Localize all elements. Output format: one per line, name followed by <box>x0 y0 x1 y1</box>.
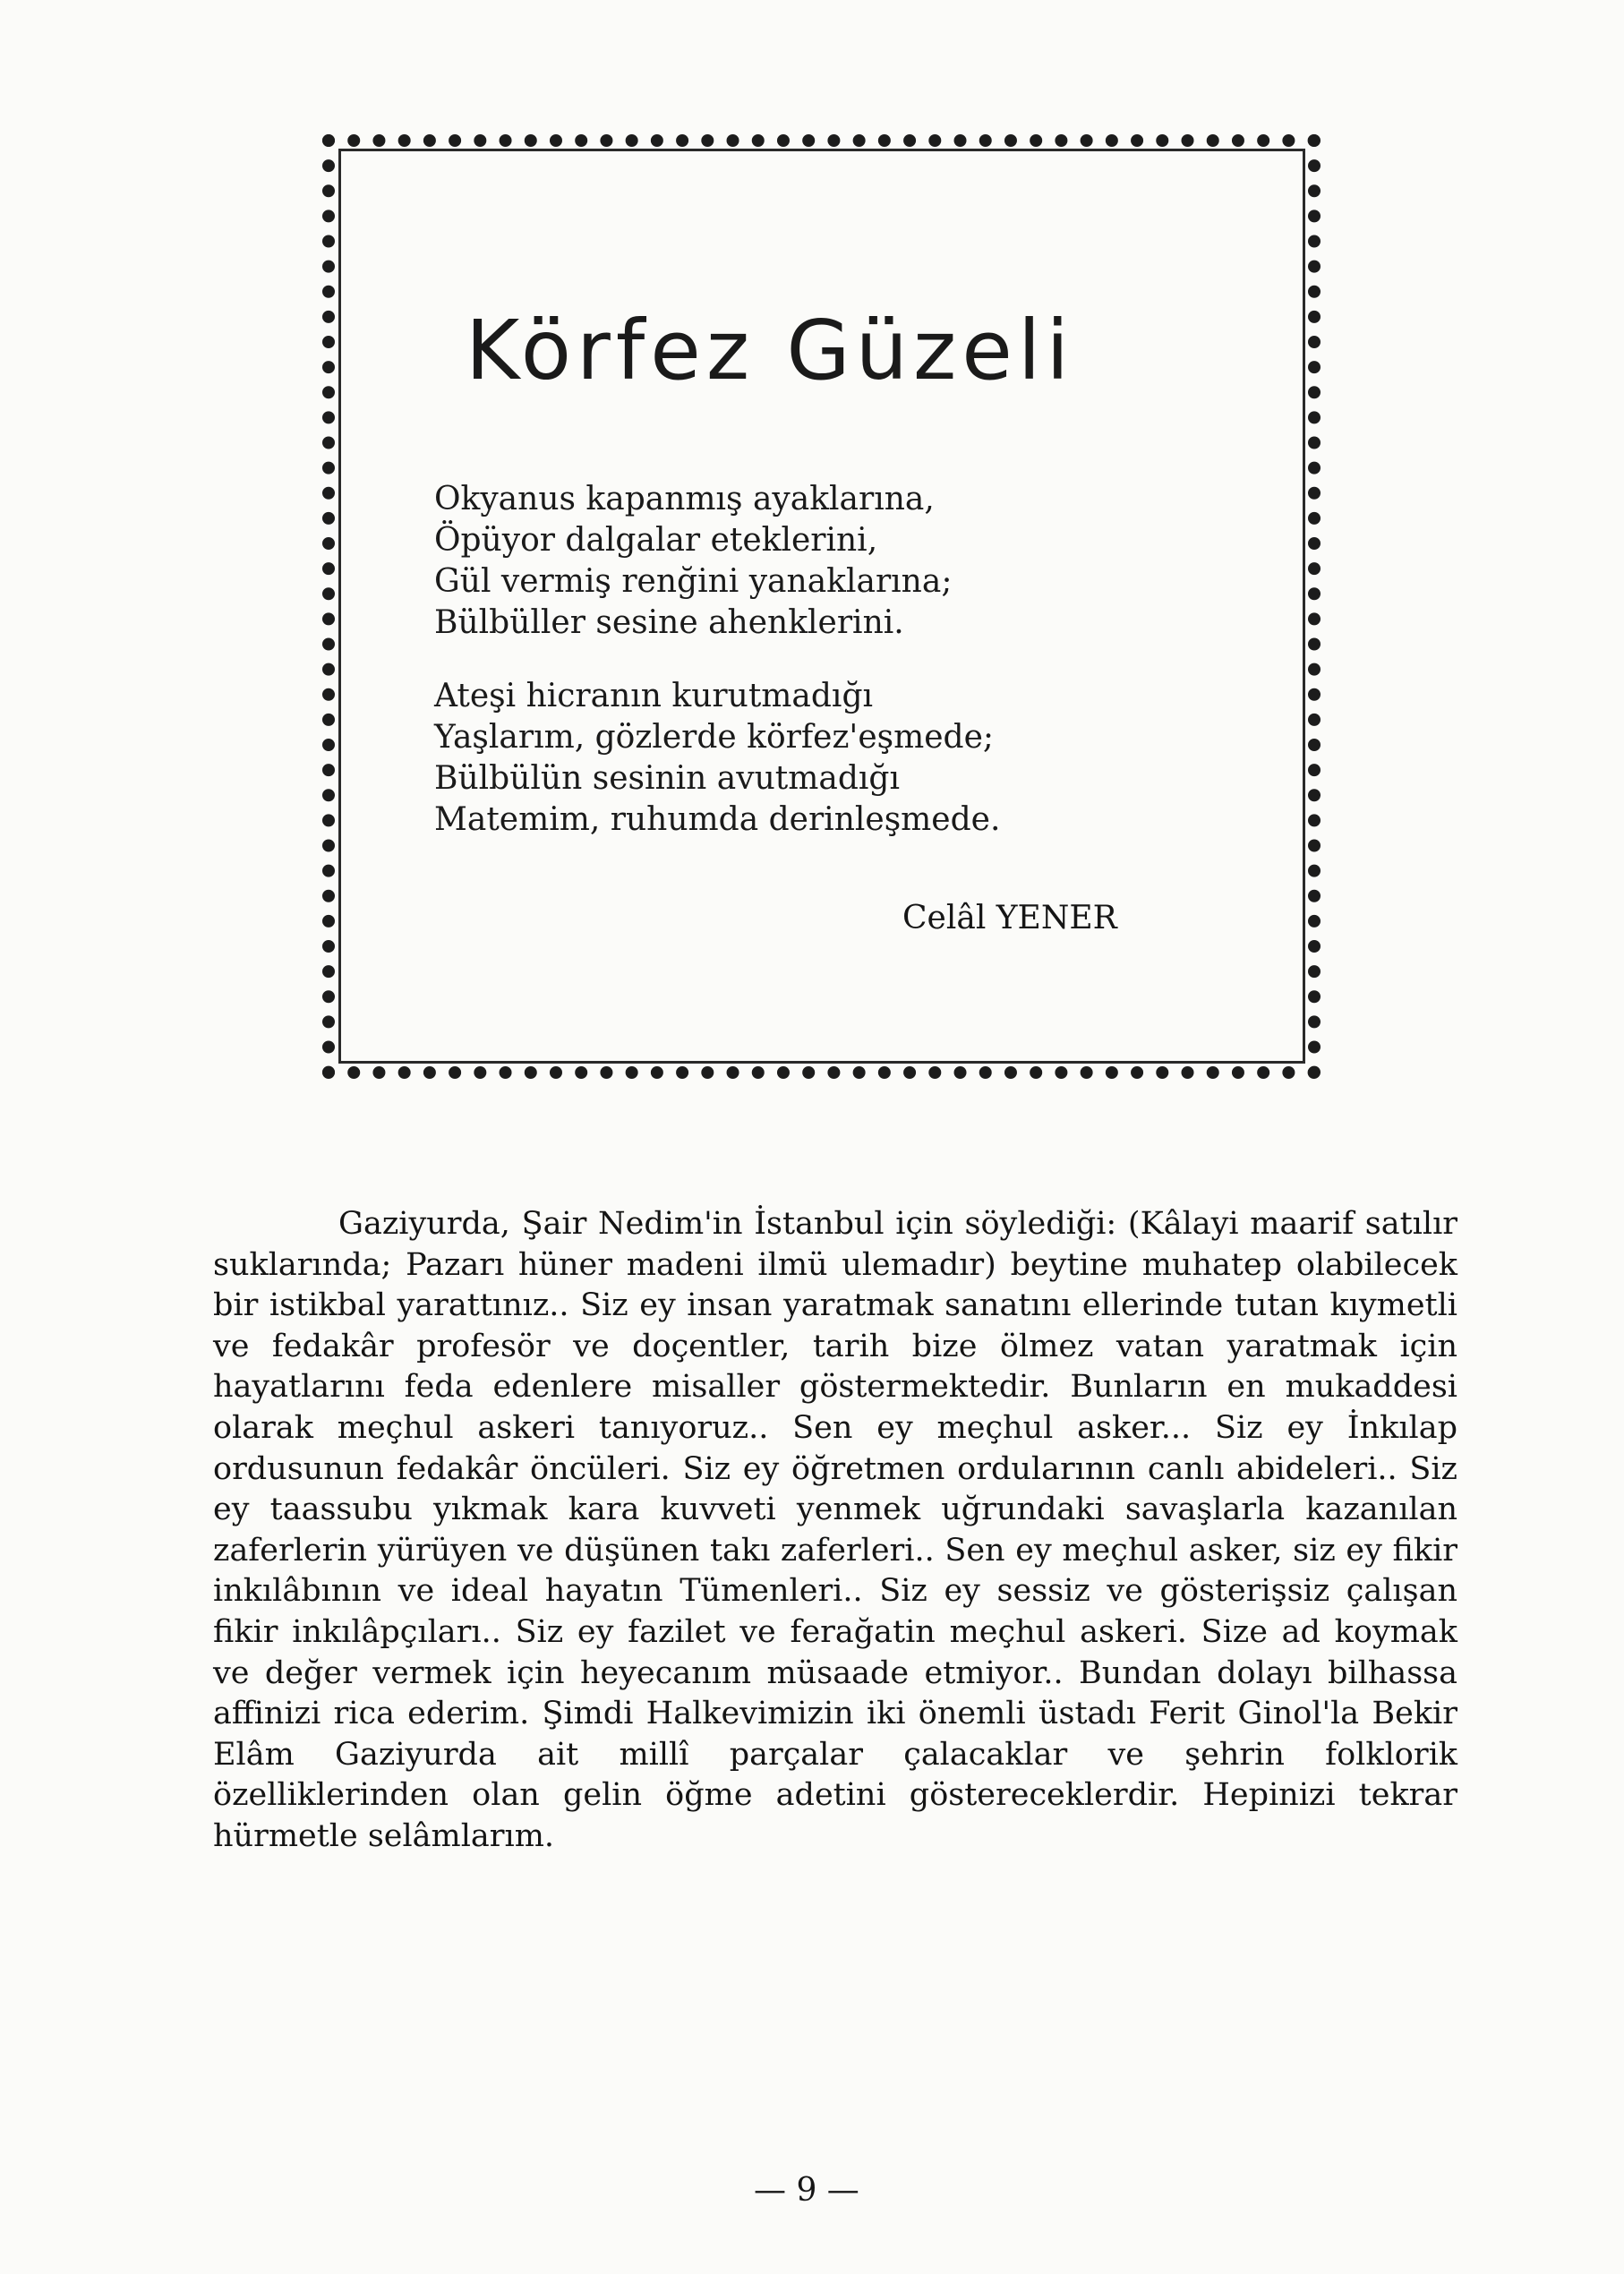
poem-stanza-1 <box>434 479 952 644</box>
poem-line: Bülbüller sesine ahenklerini. <box>434 604 904 641</box>
speech-paragraph: Gaziyurda, Şair Nedim'in İstanbul için söylediği: (Kâlayi maarif satılır suklarında; Pazarı hüner madeni ilmü ulemadır) beytine muhatep olabilecek bir istikbal yarattınız.. Siz ey insan yaratmak sanatını ellerinde tutan kıymetli ve fedakâr profesör ve doçentler, tarih bize ölmez vatan yaratmak için hayatlarını feda edenlere misaller göstermektedir. Bunların en mukaddesi olarak meçhul askeri tanıyoruz.. Sen ey meçhul asker... Siz ey İnkılap ordusunun fedakâr öncüleri. Siz ey öğretmen ordularının canlı abideleri.. Siz ey taassubu yıkmak kara kuvveti yenmek uğrundaki savaşlarla kazanılan zaferlerin yürüyen ve düşünen takı zaferleri.. Sen ey meçhul asker, siz ey fikir inkılâbının ve ideal hayatın Tümenleri.. Siz ey sessiz ve gösterişsiz çalışan fikir inkılâpçıları.. Siz ey fazilet ve ferağatin meçhul askeri. Size ad koymak ve değer vermek için heyecanım müsaade etmiyor.. Bundan dolayı bilhassa affinizi rica ederim. Şimdi Halkevimizin iki önemli üstadı Ferit Ginol'la Bekir Elâm Gaziyurda ait millî parçalar çalacaklar ve şehrin folklorik özelliklerinden olan gelin öğme adetini göstereceklerdir. Hepinizi tekrar hürmetle selâmlarım. <box>213 1206 1457 1854</box>
poem-line: Yaşlarım, gözlerde körfez'eşmede; <box>434 719 995 756</box>
poem-line: Matemim, ruhumda derinleşmede. <box>434 801 1001 838</box>
poem-line: Bülbülün sesinin avutmadığı <box>434 760 900 797</box>
poem-line: Ateşi hicranın kurutmadığı <box>434 678 874 714</box>
poem-author: Celâl YENER <box>902 900 1117 936</box>
poem-line: Okyanus kapanmış ayaklarına, <box>434 481 935 517</box>
poem-stanza-2 <box>434 676 1000 841</box>
poem-line: Gül vermiş renğini yanaklarına; <box>434 563 953 600</box>
poem-title: Körfez Güzeli <box>466 303 1074 398</box>
page-number: — 9 — <box>754 2172 859 2209</box>
poem-line: Öpüyor dalgalar eteklerini, <box>434 522 878 559</box>
